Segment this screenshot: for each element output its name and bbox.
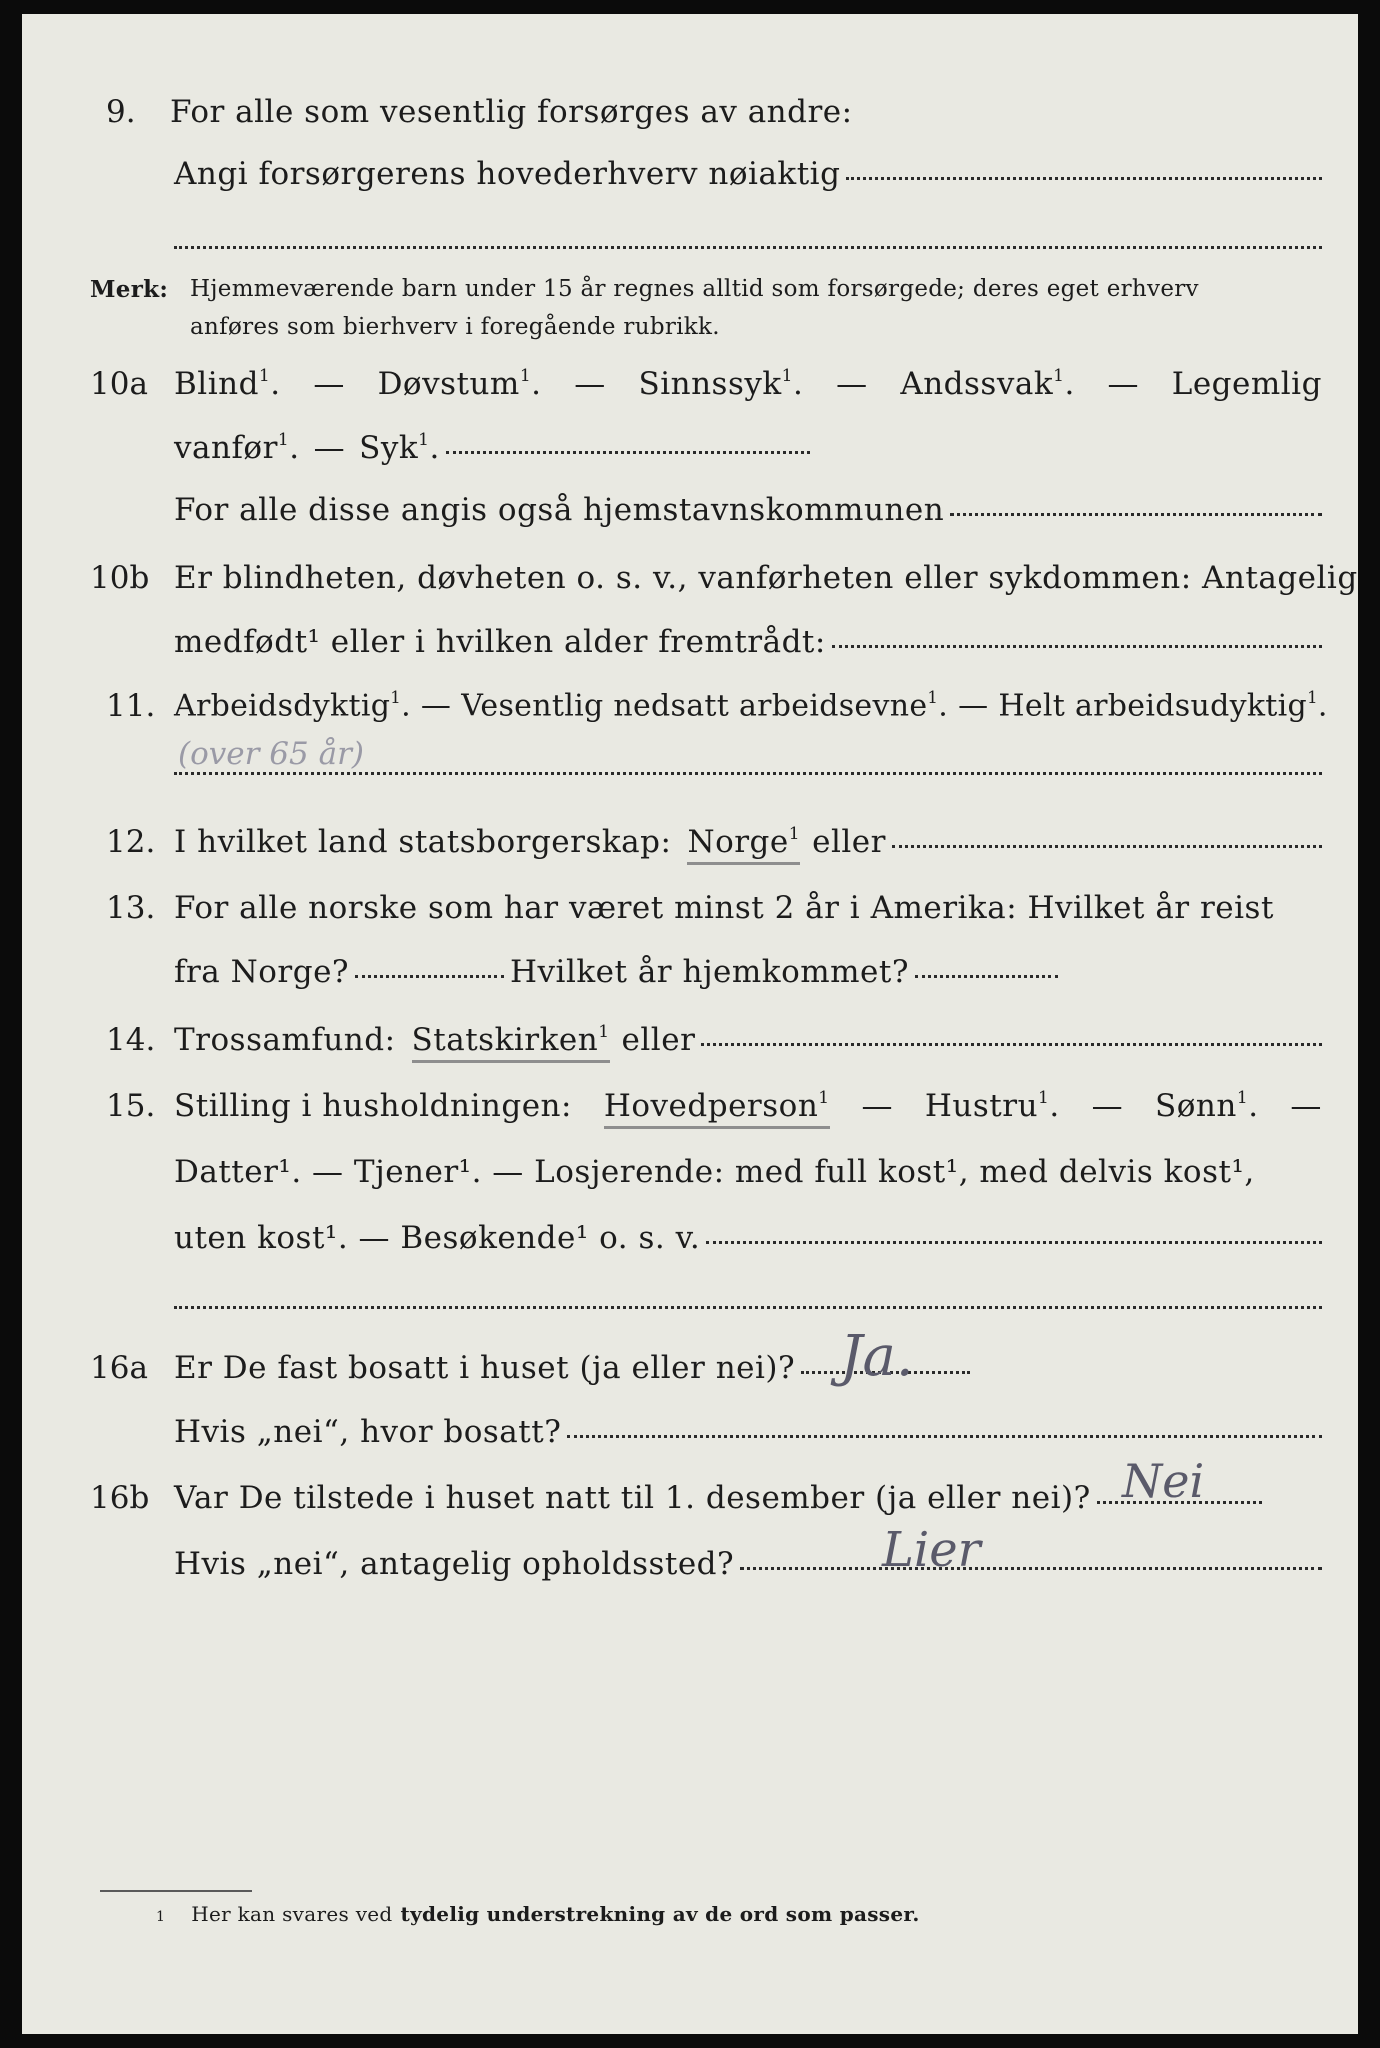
q11-line1 — [174, 688, 1328, 723]
q9-answer-field-2[interactable] — [174, 246, 1322, 249]
dash: — — [313, 366, 345, 402]
q14-label: Trossamfund: — [174, 1022, 396, 1058]
q15-line3 — [174, 1220, 1322, 1256]
q11-answer-field[interactable] — [174, 772, 1322, 775]
q15-label: Stilling i husholdningen: — [174, 1088, 572, 1124]
q10b-age-label: medfødt¹ eller i hvilken alder fremtrådt: — [174, 624, 826, 660]
q10b-line2 — [174, 624, 1322, 660]
dash: — — [836, 366, 868, 402]
q15-answer-field-2[interactable] — [174, 1306, 1322, 1309]
dash: — — [313, 430, 346, 466]
merk-text-1: Hjemmeværende barn under 15 år regnes alltid som forsørgede; deres eget erhverv — [190, 276, 1199, 302]
q10a-line2 — [174, 430, 810, 466]
q10b-age-field[interactable] — [832, 645, 1322, 648]
q11-number: 11. — [106, 688, 156, 724]
option-hovedperson[interactable]: Hovedperson$^1$ — [604, 1088, 830, 1129]
q9-answer-field[interactable] — [846, 177, 1322, 180]
q12-label: I hvilket land statsborgerskap: — [174, 824, 672, 860]
q10a-line3 — [174, 492, 1322, 528]
q10a-hjemstavn-label: For alle disse angis også hjemstavnskommunen — [174, 492, 945, 528]
q16a-question: Er De fast bosatt i huset (ja eller nei)? — [174, 1350, 796, 1386]
q14-line — [174, 1022, 1322, 1063]
merk-text-2: anføres som bierhverv i foregående rubrikk. — [190, 314, 720, 340]
option-norge[interactable]: Norge$^1$ — [687, 824, 800, 865]
q15-line2 — [174, 1154, 1255, 1190]
q9-line2 — [174, 156, 1322, 192]
q10a-number: 10a — [90, 366, 148, 402]
option-sonn[interactable]: Sønn$^1$. — [1155, 1088, 1259, 1124]
option-legemlig[interactable]: Legemlig — [1171, 366, 1322, 402]
dash: — — [958, 688, 989, 724]
merk-label-text: Merk: — [90, 276, 169, 303]
option-dovstum[interactable]: Døvstum$^1$. — [377, 366, 542, 402]
q13-number: 13. — [106, 890, 156, 926]
q16b-line1 — [174, 1480, 1262, 1516]
q12-eller: eller — [812, 824, 886, 860]
dash: — — [420, 688, 452, 724]
footnote-text: Her kan svares ved — [191, 1902, 393, 1926]
q16a-where-label: Hvis „nei“, hvor bosatt? — [174, 1414, 562, 1450]
q13-question: For alle norske som har været minst 2 år i Amerika: Hvilket år reist — [174, 890, 1274, 926]
footnote-emphasis: tydelig understrekning av de ord som passer. — [400, 1902, 920, 1926]
q13-reist-field[interactable] — [355, 975, 504, 978]
q13-line1 — [174, 890, 1274, 926]
q15-options-3: uten kost¹. — Besøkende¹ o. s. v. — [174, 1220, 701, 1256]
q13-line2a — [174, 954, 504, 990]
q13-line2b — [510, 954, 1058, 990]
q16b-place-label: Hvis „nei“, antagelig opholdssted? — [174, 1546, 735, 1582]
option-vanfor[interactable]: vanfør$^1$. — [174, 430, 300, 466]
dash: — — [1290, 1088, 1322, 1124]
dash: — — [1107, 366, 1140, 402]
q9-question: For alle som vesentlig forsørges av andre: — [170, 94, 853, 130]
q9-number: 9. — [106, 94, 136, 130]
option-sinnssyk[interactable]: Sinnssyk$^1$. — [638, 366, 804, 402]
q12-line — [174, 824, 1322, 865]
dash: — — [861, 1088, 894, 1124]
q15-options-2: Datter¹. — Tjener¹. — Losjerende: med full kost¹, med delvis kost¹, — [174, 1154, 1255, 1190]
q16a-handwritten-answer: Ja. — [840, 1324, 914, 1389]
option-statskirken[interactable]: Statskirken$^1$ — [412, 1022, 610, 1063]
option-syk[interactable]: Syk$^1$. — [359, 430, 440, 466]
footnote-rule — [100, 1890, 252, 1892]
dash: — — [574, 366, 606, 402]
q16b-handwritten-answer: Nei — [1122, 1454, 1205, 1508]
q13-hjem-label: Hvilket år hjemkommet? — [510, 954, 909, 990]
q10b-line1 — [174, 560, 1358, 596]
q9-line1 — [170, 94, 853, 130]
q12-country-field[interactable] — [892, 845, 1322, 848]
q15-line1 — [174, 1088, 1322, 1129]
footnote — [156, 1902, 920, 1926]
q11-handwritten-answer: (over 65 år) — [178, 736, 364, 772]
option-arbeidsdyktig[interactable]: Arbeidsdyktig$^1$. — [174, 688, 411, 724]
q16b-line2 — [174, 1546, 1322, 1582]
q10a-syk-field[interactable] — [446, 451, 810, 454]
q16b-handwritten-place: Lier — [882, 1522, 981, 1578]
q10a-line1 — [174, 366, 1322, 402]
q15-answer-field[interactable] — [706, 1241, 1322, 1244]
footnote-marker: 1 — [156, 1909, 166, 1925]
q14-number: 14. — [106, 1022, 156, 1058]
q10a-hjemstavn-field[interactable] — [950, 513, 1322, 516]
q13-fra-label: fra Norge? — [174, 954, 350, 990]
option-hustru[interactable]: Hustru$^1$. — [924, 1088, 1060, 1124]
q16b-number: 16b — [90, 1480, 150, 1516]
merk-line2 — [190, 314, 720, 340]
option-andssvak[interactable]: Andssvak$^1$. — [900, 366, 1075, 402]
q12-number: 12. — [106, 824, 156, 860]
merk-label — [90, 276, 168, 303]
q9-provider-label: Angi forsørgerens hovederhverv nøiaktig — [174, 156, 841, 192]
merk-line1 — [190, 276, 1199, 302]
q16b-question: Var De tilstede i huset natt til 1. desember (ja eller nei)? — [174, 1480, 1091, 1516]
q15-number: 15. — [106, 1088, 156, 1124]
census-form-page — [22, 14, 1358, 2034]
q16a-where-field[interactable] — [567, 1435, 1322, 1438]
option-blind[interactable]: Blind$^1$. — [174, 366, 281, 402]
q14-trossamfund-field[interactable] — [701, 1043, 1322, 1046]
q13-hjemkommet-field[interactable] — [915, 975, 1058, 978]
dash: — — [1091, 1088, 1124, 1124]
q14-eller: eller — [621, 1022, 696, 1058]
q10b-number: 10b — [90, 560, 150, 596]
q16b-place-field[interactable] — [740, 1567, 1322, 1570]
option-arbeidsudyktig[interactable]: Helt arbeidsudyktig$^1$. — [998, 688, 1328, 724]
option-nedsatt-arbeidsevne[interactable]: Vesentlig nedsatt arbeidsevne$^1$. — [461, 688, 949, 724]
q16a-number: 16a — [90, 1350, 148, 1386]
q16a-line2 — [174, 1414, 1322, 1450]
q10b-question: Er blindheten, døvheten o. s. v., vanførheten eller sykdommen: Antagelig — [174, 560, 1358, 596]
